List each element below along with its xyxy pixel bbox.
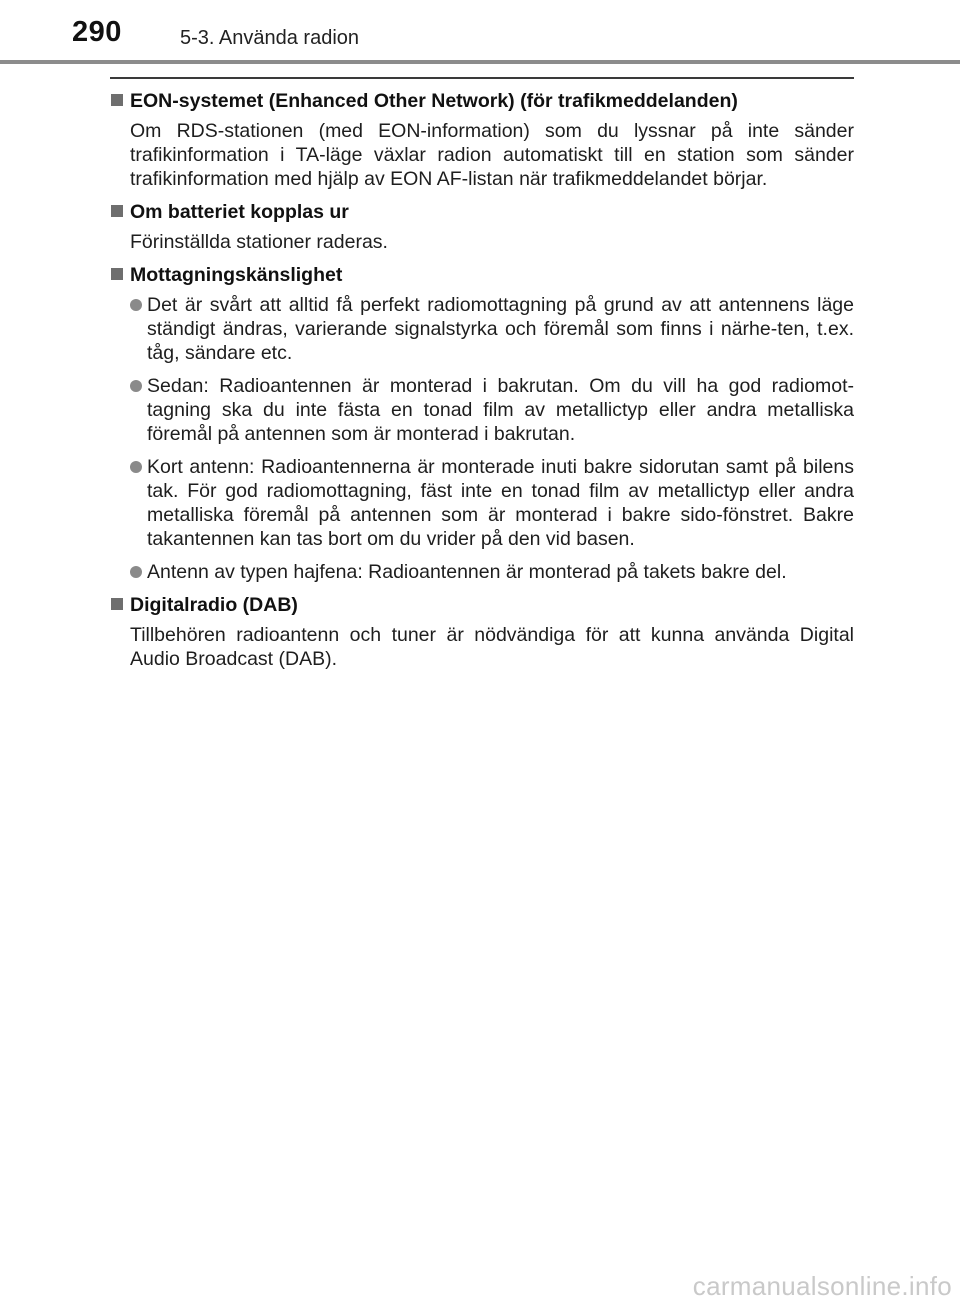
list-item-text: Sedan: Radioantennen är monterad i bakrutan. Om du vill ha god radiomot-tagning ska du inte fästa en tonad film av metallictyp eller andra metalliska föremål på antennen som är monterad i bakrutan. (147, 375, 854, 445)
circle-bullet-icon (130, 461, 142, 473)
section-eon (110, 89, 854, 191)
section-heading (110, 89, 854, 113)
list-item (110, 560, 854, 584)
section-reception (110, 263, 854, 584)
section-body: Tillbehören radioantenn och tuner är nödvändiga för att kunna använda Digital Audio Broadcast (DAB). (130, 624, 854, 670)
page-header (0, 0, 960, 62)
square-bullet-icon (111, 205, 123, 217)
list-item (110, 293, 854, 365)
page-number: 290 (72, 16, 122, 48)
header-rule (0, 60, 960, 64)
section-heading (110, 593, 854, 617)
circle-bullet-icon (130, 566, 142, 578)
list-item (110, 374, 854, 446)
section-heading-text: EON-systemet (Enhanced Other Network) (för trafikmeddelanden) (130, 90, 738, 112)
section-body: Förinställda stationer raderas. (130, 231, 388, 253)
section-body: Om RDS-stationen (med EON-information) som du lyssnar på inte sänder trafikinformation i TA-läge växlar radion automatiskt till en station som sänder trafikinformation med hjälp av EON AF-listan när trafikmeddelandet börjar. (130, 120, 854, 190)
section-heading (110, 200, 854, 224)
section-heading-text: Om batteriet kopplas ur (130, 201, 349, 223)
circle-bullet-icon (130, 380, 142, 392)
watermark: carmanualsonline.info (692, 1271, 952, 1301)
section-dab (110, 593, 854, 671)
circle-bullet-icon (130, 299, 142, 311)
section-heading (110, 263, 854, 287)
list-item-text: Kort antenn: Radioantennerna är monterade inuti bakre sidorutan samt på bilens tak. För god radiomottagning, fäst inte en tonad film av metallictyp eller andra metalliska föremål på antennen som är monterad i bakre sido-fönstret. Bakre takantennen kan tas bort om du vrider på den vid basen. (147, 456, 854, 550)
section-heading-text: Digitalradio (DAB) (130, 594, 298, 616)
list-item (110, 455, 854, 551)
section-heading-text: Mottagningskänslighet (130, 264, 343, 286)
square-bullet-icon (111, 94, 123, 106)
content-top-rule (110, 77, 854, 79)
section-title: 5-3. Använda radion (180, 27, 360, 49)
square-bullet-icon (111, 268, 123, 280)
list-item-text: Det är svårt att alltid få perfekt radiomottagning på grund av att antennens läge ständigt ändras, varierande signalstyrka och föremål som finns i närhe-ten, t.ex. tåg, sändare etc. (147, 294, 854, 364)
square-bullet-icon (111, 598, 123, 610)
section-battery (110, 200, 854, 254)
page-content (110, 89, 854, 680)
list-item-text: Antenn av typen hajfena: Radioantennen är monterad på takets bakre del. (147, 561, 787, 583)
